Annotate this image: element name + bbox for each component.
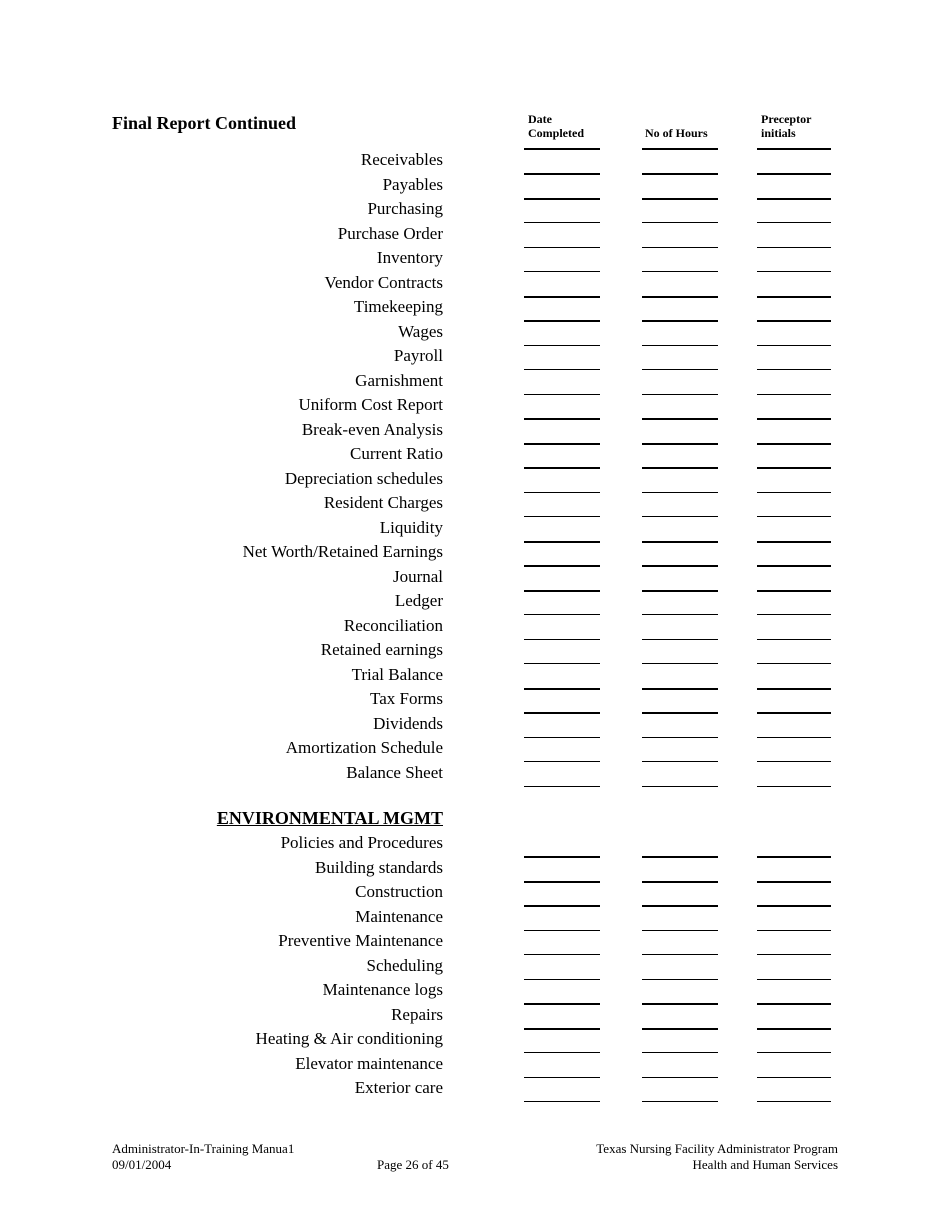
hours-line <box>642 345 718 346</box>
initials-line <box>757 954 831 955</box>
initials-line <box>757 1052 831 1053</box>
date-completed-line <box>524 1052 600 1053</box>
hours-line <box>642 173 718 175</box>
footer-left <box>112 1141 294 1173</box>
hours-line <box>642 1052 718 1053</box>
hours-line <box>642 1028 718 1030</box>
item-label: Heating & Air conditioning <box>255 1029 443 1048</box>
date-completed-line <box>524 443 600 445</box>
date-completed-line <box>524 565 600 567</box>
hours-line <box>642 1101 718 1102</box>
date-completed-line <box>524 712 600 714</box>
item-label: Purchase Order <box>337 223 443 243</box>
initials-line <box>757 786 831 787</box>
date-completed-line <box>524 541 600 543</box>
date-completed-line <box>524 296 600 298</box>
item-label: Break-even Analysis <box>301 419 443 439</box>
date-completed-line <box>524 1101 600 1102</box>
date-completed-line <box>524 881 600 883</box>
item-label: Reconciliation <box>343 615 443 635</box>
footer-page-number: Page 26 of 45 <box>377 1157 449 1172</box>
item-label: Current Ratio <box>349 444 443 463</box>
date-completed-line <box>524 614 600 615</box>
hours-line <box>642 663 718 664</box>
initials-line <box>757 369 831 370</box>
item-label: Timekeeping <box>353 297 443 316</box>
footer-date: 09/01/2004 <box>112 1157 172 1172</box>
date-completed-line <box>524 222 600 223</box>
initials-line <box>757 639 831 640</box>
hours-line <box>642 247 718 248</box>
initials-line <box>757 345 831 346</box>
date-completed-line <box>524 492 600 493</box>
item-label: Garnishment <box>355 370 443 390</box>
hours-line <box>642 320 718 322</box>
column-header-line: initials <box>761 126 796 140</box>
hours-line <box>642 614 718 615</box>
date-completed-line <box>524 688 600 690</box>
hours-line <box>642 418 718 420</box>
date-completed-line <box>524 954 600 955</box>
date-completed-line <box>524 467 600 469</box>
initials-line <box>757 467 831 469</box>
initials-line <box>757 296 831 298</box>
initials-line <box>757 663 831 664</box>
date-completed-line <box>524 663 600 664</box>
initials-line <box>757 418 831 420</box>
column-header-line: Preceptor <box>761 112 812 126</box>
hours-line <box>642 369 718 370</box>
date-completed-line <box>524 345 600 346</box>
hours-line <box>642 1077 718 1078</box>
item-label: Ledger <box>394 591 443 610</box>
hours-line <box>642 492 718 493</box>
item-label: Payables <box>382 174 443 194</box>
date-completed-line <box>524 856 600 858</box>
initials-line <box>757 614 831 615</box>
hours-line <box>642 639 718 640</box>
item-label: Receivables <box>360 150 443 169</box>
initials-line <box>757 222 831 223</box>
section-title: ENVIRONMENTAL MGMT <box>216 808 443 828</box>
hours-line <box>642 394 718 395</box>
date-completed-line <box>524 516 600 517</box>
date-completed-line <box>524 369 600 370</box>
initials-line <box>757 173 831 175</box>
item-label: Resident Charges <box>323 493 443 512</box>
initials-line <box>757 320 831 322</box>
hours-line <box>642 271 718 272</box>
initials-line <box>757 1077 831 1078</box>
date-completed-line <box>524 1077 600 1078</box>
date-completed-line <box>524 905 600 907</box>
hours-line <box>642 954 718 955</box>
initials-line <box>757 198 831 200</box>
item-label: Purchasing <box>367 199 443 218</box>
item-label: Amortization Schedule <box>285 738 443 757</box>
hours-line <box>642 786 718 787</box>
initials-line <box>757 688 831 690</box>
item-label: Scheduling <box>366 955 443 975</box>
initials-line <box>757 590 831 592</box>
hours-line <box>642 881 718 883</box>
item-label: Policies and Procedures <box>280 833 443 852</box>
hours-line <box>642 565 718 567</box>
initials-line <box>757 856 831 858</box>
date-completed-line <box>524 418 600 420</box>
hours-line <box>642 296 718 298</box>
item-label: Payroll <box>393 346 443 365</box>
column-header-no-of-hours <box>645 126 708 140</box>
initials-line <box>757 979 831 980</box>
column-header-line: No of Hours <box>645 126 708 140</box>
date-completed-line <box>524 737 600 738</box>
initials-line <box>757 443 831 445</box>
footer-manual-title: Administrator-In-Training Manua1 <box>112 1141 295 1156</box>
item-label: Building standards <box>315 857 443 877</box>
date-completed-line <box>524 320 600 322</box>
item-label: Liquidity <box>379 517 443 537</box>
item-label: Maintenance logs <box>322 980 443 999</box>
date-completed-line <box>524 786 600 787</box>
item-label: Net Worth/Retained Earnings <box>242 542 443 561</box>
initials-line <box>757 148 831 150</box>
item-label: Exterior care <box>354 1078 443 1097</box>
footer-program-name: Texas Nursing Facility Administrator Program <box>596 1141 838 1156</box>
initials-line <box>757 712 831 714</box>
column-header-line: Date <box>528 112 552 126</box>
hours-line <box>642 443 718 445</box>
date-completed-line <box>524 1003 600 1005</box>
hours-line <box>642 979 718 980</box>
hours-line <box>642 1003 718 1005</box>
footer-right <box>596 1141 838 1173</box>
initials-line <box>757 905 831 907</box>
hours-line <box>642 222 718 223</box>
hours-line <box>642 688 718 690</box>
initials-line <box>757 247 831 248</box>
hours-line <box>642 761 718 762</box>
item-label: Maintenance <box>355 906 443 926</box>
column-header-date-completed <box>528 112 584 140</box>
initials-line <box>757 1003 831 1005</box>
hours-line <box>642 198 718 200</box>
item-label: Preventive Maintenance <box>278 931 443 950</box>
date-completed-line <box>524 173 600 175</box>
date-completed-line <box>524 247 600 248</box>
item-label: Uniform Cost Report <box>298 395 443 414</box>
page-title: Final Report Continued <box>112 113 297 133</box>
hours-line <box>642 712 718 714</box>
date-completed-line <box>524 394 600 395</box>
date-completed-line <box>524 1028 600 1030</box>
hours-line <box>642 590 718 592</box>
initials-line <box>757 541 831 543</box>
hours-line <box>642 930 718 931</box>
item-label: Journal <box>392 566 443 586</box>
hours-line <box>642 541 718 543</box>
initials-line <box>757 1101 831 1102</box>
initials-line <box>757 1028 831 1030</box>
item-label: Vendor Contracts <box>324 272 443 292</box>
date-completed-line <box>524 761 600 762</box>
item-label: Dividends <box>373 713 443 733</box>
item-label: Inventory <box>376 248 443 267</box>
initials-line <box>757 271 831 272</box>
item-label: Construction <box>355 882 443 901</box>
item-label: Elevator maintenance <box>295 1053 443 1073</box>
item-label: Retained earnings <box>320 640 443 659</box>
date-completed-line <box>524 590 600 592</box>
initials-line <box>757 492 831 493</box>
hours-line <box>642 737 718 738</box>
hours-line <box>642 467 718 469</box>
hours-line <box>642 148 718 150</box>
initials-line <box>757 737 831 738</box>
date-completed-line <box>524 639 600 640</box>
hours-line <box>642 856 718 858</box>
item-label: Trial Balance <box>351 664 443 684</box>
date-completed-line <box>524 271 600 272</box>
item-label: Repairs <box>391 1004 443 1024</box>
initials-line <box>757 516 831 517</box>
column-header-line: Completed <box>528 126 584 140</box>
date-completed-line <box>524 198 600 200</box>
item-label: Balance Sheet <box>346 762 443 782</box>
item-label: Wages <box>398 321 443 341</box>
hours-line <box>642 516 718 517</box>
date-completed-line <box>524 930 600 931</box>
date-completed-line <box>524 979 600 980</box>
initials-line <box>757 565 831 567</box>
initials-line <box>757 761 831 762</box>
item-label: Tax Forms <box>370 689 443 708</box>
initials-line <box>757 930 831 931</box>
date-completed-line <box>524 148 600 150</box>
column-header-preceptor-initials <box>761 112 811 140</box>
hours-line <box>642 905 718 907</box>
item-label: Depreciation schedules <box>284 468 443 488</box>
initials-line <box>757 394 831 395</box>
initials-line <box>757 881 831 883</box>
footer-agency-name: Health and Human Services <box>692 1157 838 1172</box>
